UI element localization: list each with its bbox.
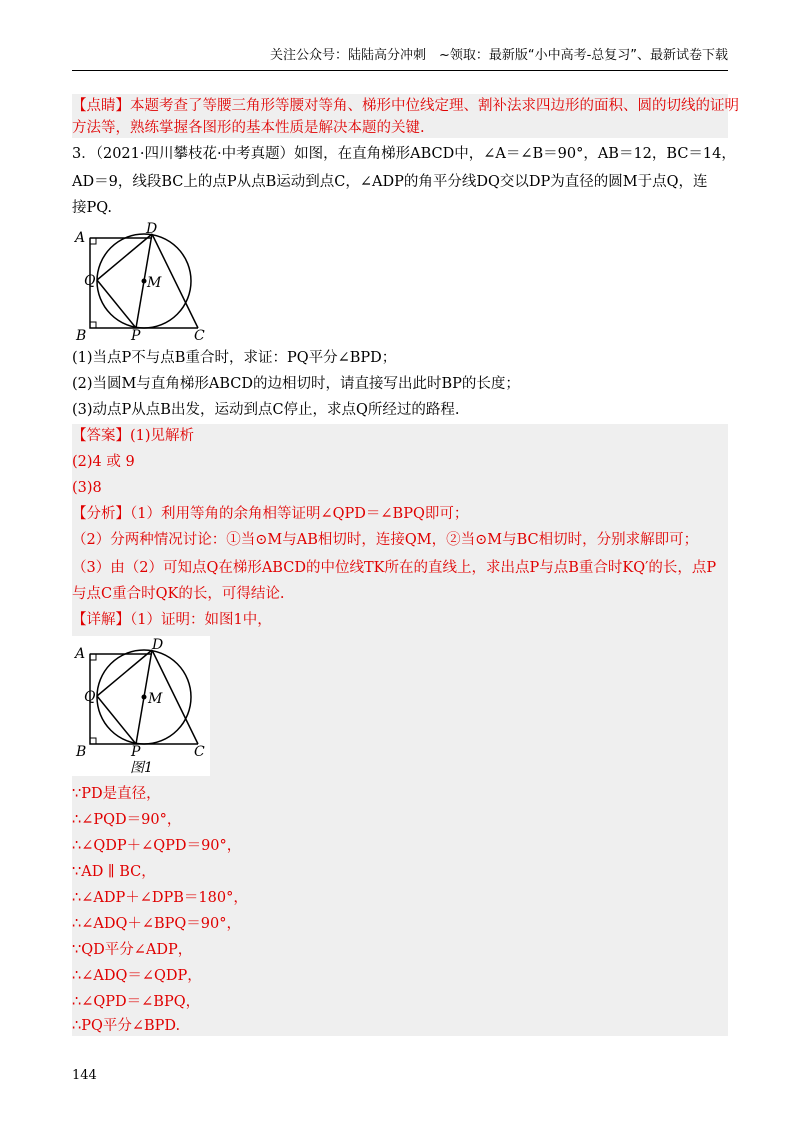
proof-line-8: ∴∠ADQ＝∠QDP， <box>72 968 202 984</box>
label-B: B <box>76 328 87 344</box>
problem-line-3: 接PQ. <box>72 200 113 216</box>
label-P: P <box>131 744 141 760</box>
label-D: D <box>152 637 164 653</box>
problem-figure <box>72 220 212 344</box>
dianjing-line-2: 方法等，熟练掌握各图形的基本性质是解决本题的关键. <box>72 120 425 136</box>
label-A: A <box>75 230 86 246</box>
question-1: (1)当点P不与点B重合时，求证：PQ平分∠BPD； <box>72 350 397 366</box>
analysis-1: 【分析】（1）利用等角的余角相等证明∠QPD＝∠BPQ即可； <box>72 506 469 522</box>
page-number: 144 <box>72 1068 97 1083</box>
proof-line-2: ∴∠PQD＝90°， <box>72 812 182 828</box>
proof-line-9: ∴∠QPD＝∠BPQ， <box>72 994 201 1010</box>
label-B: B <box>76 744 87 760</box>
dianjing-line-1: 【点睛】本题考查了等腰三角形等腰对等角、梯形中位线定理、割补法求四边形的面积、圆的切线的证明 <box>72 98 739 114</box>
answer-3: (3)8 <box>72 480 102 496</box>
question-2: (2)当圆M与直角梯形ABCD的边相切时，请直接写出此时BP的长度； <box>72 376 520 392</box>
proof-line-6: ∴∠ADQ＋∠BPQ＝90°， <box>72 916 242 932</box>
label-Q: Q <box>84 273 96 289</box>
detail-intro: 【详解】（1）证明：如图1中， <box>72 612 272 628</box>
answer-2: (2)4 或 9 <box>72 454 135 470</box>
answer-1: 【答案】(1)见解析 <box>72 428 195 444</box>
proof-line-3: ∴∠QDP＋∠QPD＝90°， <box>72 838 242 854</box>
analysis-4: 与点C重合时QK的长，可得结论. <box>72 586 285 602</box>
label-A: A <box>75 646 86 662</box>
problem-line-2: AD＝9，线段BC上的点P从点B运动到点C，∠ADP的角平分线DQ交以DP为直径的圆M于点Q，连 <box>72 174 708 190</box>
analysis-2: （2）分两种情况讨论：①当⊙M与AB相切时，连接QM，②当⊙M与BC相切时，分别求解即可； <box>72 532 699 548</box>
proof-line-5: ∴∠ADP＋∠DPB＝180°， <box>72 890 248 906</box>
proof-line-1: ∵PD是直径， <box>72 786 161 802</box>
proof-line-4: ∵AD ∥ BC， <box>72 864 156 880</box>
label-D: D <box>146 221 158 237</box>
proof-line-10: ∴PQ平分∠BPD. <box>72 1018 181 1034</box>
label-M: M <box>147 275 162 291</box>
proof-line-7: ∵QD平分∠ADP， <box>72 942 193 958</box>
solution-figure <box>72 636 212 776</box>
figure-caption: 图1 <box>130 760 153 776</box>
label-P: P <box>131 328 141 344</box>
label-M: M <box>148 691 163 707</box>
question-3: (3)动点P从点B出发，运动到点C停止，求点Q所经过的路程. <box>72 402 460 418</box>
label-Q: Q <box>84 689 96 705</box>
label-C: C <box>194 744 205 760</box>
problem-line-1: 3．（2021·四川攀枝花·中考真题）如图，在直角梯形ABCD中，∠A＝∠B＝90°，AB＝12，BC＝14， <box>72 146 736 162</box>
analysis-3: （3）由（2）可知点Q在梯形ABCD的中位线TK所在的直线上，求出点P与点B重合时KQ′的长，点P <box>72 560 717 576</box>
page-header: 关注公众号：陆陆高分冲刺 ~领取：最新版“小中高考-总复习”、最新试卷下载 <box>72 46 728 71</box>
label-C: C <box>194 328 205 344</box>
